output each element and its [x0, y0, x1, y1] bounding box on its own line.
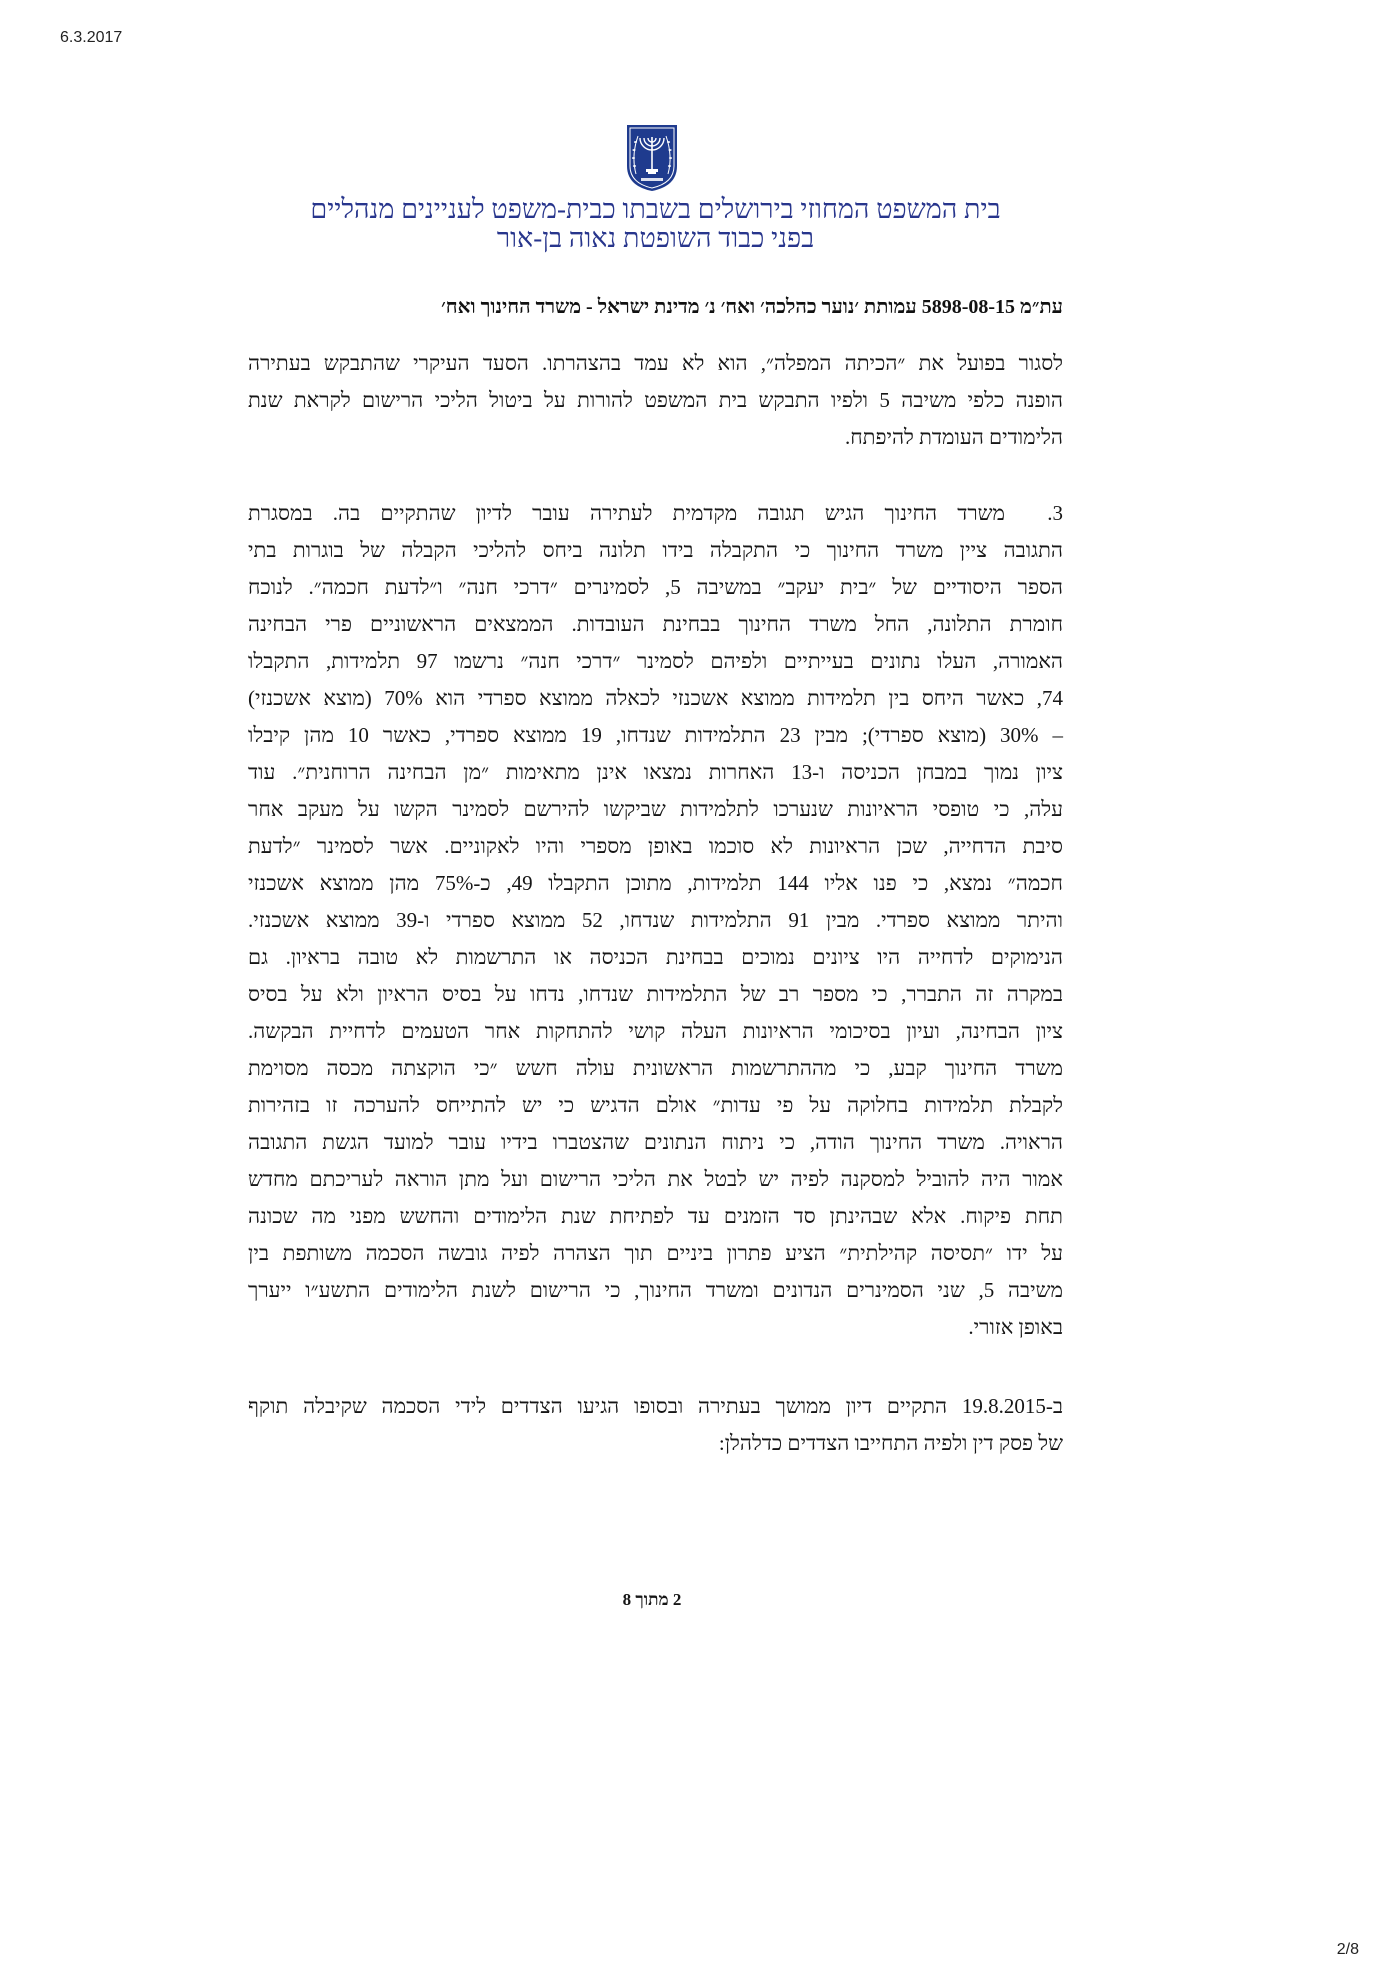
- body-line: אמור היה להוביל למסקנה לפיה יש לבטל את הליכי הרישום ועל מתן הוראה לעריכתם מחדש: [248, 1167, 1063, 1191]
- body-line: הספר היסודיים של ״בית יעקב״ במשיבה 5, לסמינרים ״דרכי חנה״ ו״לדעת חכמה״. לנוכח: [248, 575, 1063, 599]
- body-line: הלימודים העומדת להיפתח.: [844, 425, 1063, 449]
- paragraph: [248, 495, 1063, 1346]
- court-header: [248, 195, 1063, 253]
- body-line: במקרה זה התברר, כי מספר רב של התלמידות שנדחו, נדחו על בסיס הראיון ולא על בסיס: [248, 982, 1063, 1006]
- judge-name: בפני כבוד השופטת נאוה בן-אור: [496, 223, 815, 253]
- body-line: משיבה 5, שני הסמינרים הנדונים ומשרד החינוך, כי הרישום לשנת הלימודים התשע״ו ייערך: [248, 1278, 1063, 1302]
- body-line: הראויה. משרד החינוך הודה, כי ניתוח הנתונים שהצטברו בידיו עובר למועד הגשת התגובה: [248, 1130, 1063, 1154]
- page-counter: 2/8: [1336, 1941, 1359, 1958]
- body-line: לסגור בפועל את ״הכיתה המפלה״, הוא לא עמד בהצהרתו. הסעד העיקרי שהתבקש בעתירה: [248, 351, 1063, 375]
- state-emblem-menorah-icon: [626, 124, 678, 192]
- body-line: משרד החינוך הגיש תגובה מקדמית לעתירה עובר לדיון שהתקיים בה. במסגרת: [248, 501, 1005, 525]
- body-line: משרד החינוך קבע, כי מההתרשמות הראשונית עולה חשש ״כי הוקצתה מכסה מסוימת: [248, 1056, 1063, 1080]
- body-line: ב-19.8.2015 התקיים דיון ממושך בעתירה ובסופו הגיעו הצדדים לידי הסכמה שקיבלה תוקף: [248, 1394, 1063, 1418]
- body-line: הנימוקים לדחייה היו ציונים נמוכים בבחינת הכניסה או התרשמות לא טובה בראיון. גם: [248, 945, 1063, 969]
- body-line: של פסק דין ולפיה התחייבו הצדדים כדלהלן:: [718, 1431, 1063, 1455]
- body-line: עלה, כי טופסי הראיונות שנערכו לתלמידות שביקשו להירשם לסמינר הקשו על מעקב אחר: [248, 797, 1063, 821]
- body-line: חומרת התלונה, החל משרד החינוך בבחינת העובדות. הממצאים הראשוניים פרי הבחינה: [248, 612, 1063, 636]
- body-line: חכמה״ נמצא, כי פנו אליו 144 תלמידות, מתוכן התקבלו 49, כ-75% מהן ממוצא אשכנזי: [248, 871, 1063, 895]
- paragraph: [248, 1388, 1063, 1462]
- body-line: על ידו ״תסיסה קהילתית״ הציע פתרון ביניים תוך הצהרה לפיה גובשה הסכמה משותפת בין: [248, 1241, 1063, 1265]
- body-line: הופנה כלפי משיבה 5 ולפיו התבקש בית המשפט להורות על ביטול הליכי הרישום לקראת שנת: [248, 388, 1063, 412]
- case-title: עת״מ 5898-08-15 עמותת ׳נוער כהלכה׳ ואח׳ נ׳ מדינת ישראל - משרד החינוך ואח׳: [441, 296, 1063, 318]
- body-line: ציון הבחינה, ועיון בסיכומי הראיונות העלה קושי להתחקות אחר הטעמים לדחיית הבקשה.: [248, 1019, 1063, 1043]
- body-line: ציון נמוך במבחן הכניסה ו-13 האחרות נמצאו אינן מתאימות ״מן הבחינה הרוחנית״. עוד: [248, 760, 1063, 784]
- paragraph: [248, 345, 1063, 456]
- body-line: האמורה, העלו נתונים בעייתיים ולפיהם לסמינר ״דרכי חנה״ נרשמו 97 תלמידות, התקבלו: [248, 649, 1063, 673]
- body-line: לקבלת תלמידות בחלוקה על פי עדות״ אולם הדגיש כי יש להתייחס להערכה זו בזהירות: [248, 1093, 1063, 1117]
- court-name: בית המשפט המחוזי בירושלים בשבתו כבית-משפט לעניינים מנהליים: [310, 194, 1001, 224]
- body-line: התגובה ציין משרד החינוך כי התקבלה בידו תלונה ביחס להליכי הקבלה של בוגרות בתי: [248, 538, 1063, 562]
- body-line: 74, כאשר היחס בין תלמידות ממוצא אשכנזי לכאלה ממוצא ספרדי הוא 70% (מוצא אשכנזי): [248, 686, 1064, 710]
- page-number-footer: 2 מתוך 8: [622, 1590, 682, 1609]
- paragraph-number: 3.: [1047, 501, 1063, 525]
- body-line: תחת פיקוח. אלא שבהינתן סד הזמנים עד לפתיחת שנת הלימודים והחשש מפני מה שכונה: [248, 1204, 1063, 1228]
- body-line: סיבת הדחייה, שכן הראיונות לא סוכמו באופן מספרי והיו לאקוניים. אשר לסמינר ״לדעת: [248, 834, 1063, 858]
- body-line: – 30% (מוצא ספרדי); מבין 23 התלמידות שנדחו, 19 ממוצא ספרדי, כאשר 10 מהן קיבלו: [248, 723, 1064, 747]
- body-line: והיתר ממוצא ספרדי. מבין 91 התלמידות שנדחו, 52 ממוצא ספרדי ו-39 ממוצא אשכנזי.: [248, 908, 1063, 932]
- body-line: באופן אזורי.: [968, 1315, 1063, 1339]
- print-date: 6.3.2017: [60, 29, 123, 46]
